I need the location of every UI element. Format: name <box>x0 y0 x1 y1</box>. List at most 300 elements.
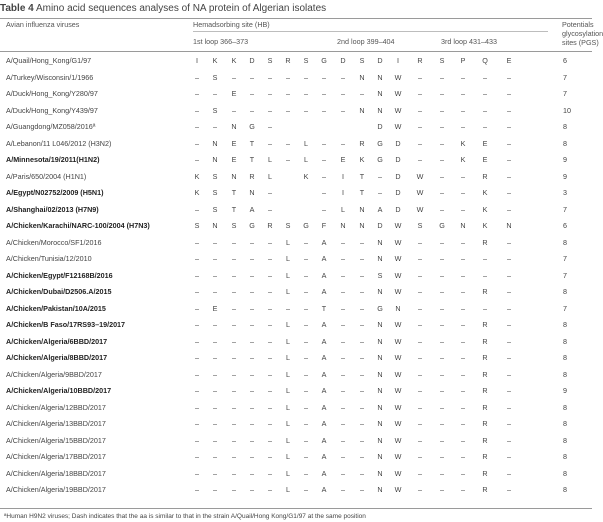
aa-cell: – <box>341 369 345 379</box>
aa-cell: N <box>377 320 383 329</box>
aa-cell: – <box>341 435 345 445</box>
aa-cell: – <box>418 353 422 362</box>
aa-cell: N <box>506 221 512 230</box>
aa-cell: A <box>321 419 327 428</box>
aa-cell: – <box>440 419 444 428</box>
aa-cell: – <box>232 353 236 362</box>
table-label: Table 4 <box>0 3 34 14</box>
aa-cell: – <box>461 188 465 197</box>
aa-cell: – <box>440 287 444 296</box>
aa-cell: – <box>461 72 465 82</box>
aa-cell: L <box>286 419 290 428</box>
aa-cell: N <box>377 386 383 395</box>
aa-cell: R <box>482 468 488 478</box>
aa-cell: W <box>394 402 402 412</box>
aa-cell: – <box>268 303 272 313</box>
aa-cell: – <box>195 468 199 478</box>
aa-cell: S <box>212 105 218 115</box>
aa-cell: L <box>286 336 290 346</box>
aa-cell: L <box>286 353 290 362</box>
aa-cell: – <box>268 287 272 296</box>
aa-cell: – <box>250 336 254 346</box>
aa-cell: – <box>418 452 422 461</box>
virus-name: A/Chicken/Algeria/8BBD/2017 <box>6 353 108 362</box>
aa-cell: – <box>440 188 444 197</box>
aa-cell: – <box>440 402 444 412</box>
aa-cell: A <box>321 270 327 280</box>
aa-cell: R <box>482 485 488 494</box>
aa-cell: R <box>359 138 365 148</box>
aa-cell: N <box>249 188 255 197</box>
aa-cell: – <box>418 89 422 98</box>
aa-cell: R <box>482 353 488 362</box>
aa-cell: – <box>195 435 199 445</box>
aa-cell: N <box>377 89 383 98</box>
aa-cell: G <box>377 303 383 313</box>
aa-cell: – <box>507 435 511 445</box>
aa-cell: – <box>268 336 272 346</box>
aa-cell: – <box>286 138 290 148</box>
table-row <box>0 119 592 136</box>
aa-cell: – <box>304 435 308 445</box>
aa-cell: – <box>341 138 345 148</box>
header-hb: Hemadsorbing site (HB) <box>193 20 270 29</box>
aa-cell: – <box>483 270 487 280</box>
aa-cell: – <box>507 485 511 494</box>
aa-cell: – <box>250 105 254 115</box>
aa-cell: – <box>322 72 326 82</box>
aa-cell: T <box>359 188 365 197</box>
aa-cell: – <box>440 303 444 313</box>
aa-cell: T <box>231 204 237 214</box>
table-row <box>0 185 592 202</box>
aa-cell: G <box>377 138 383 148</box>
virus-name: A/Chicken/Algeria/9BBD/2017 <box>6 369 102 379</box>
aa-cell: R <box>482 287 488 296</box>
aa-cell: – <box>440 435 444 445</box>
aa-cell: L <box>286 402 290 412</box>
table-row <box>0 53 592 70</box>
aa-cell: I <box>196 56 198 65</box>
table-row <box>0 251 592 268</box>
pgs-cell: 8 <box>563 369 567 379</box>
aa-cell: A <box>321 336 327 346</box>
aa-cell: D <box>377 221 383 230</box>
aa-cell: N <box>377 369 383 379</box>
aa-cell: – <box>483 122 487 131</box>
aa-cell: D <box>395 138 401 148</box>
aa-cell: W <box>416 204 424 214</box>
aa-cell: S <box>212 204 218 214</box>
aa-cell: S <box>231 221 237 230</box>
aa-cell: – <box>341 105 345 115</box>
virus-name: A/Chicken/Tunisia/12/2010 <box>6 254 92 263</box>
aa-cell: L <box>286 386 290 395</box>
aa-cell: – <box>507 204 511 214</box>
aa-cell: – <box>268 386 272 395</box>
aa-cell: K <box>303 171 309 181</box>
aa-cell: S <box>212 171 218 181</box>
aa-cell: – <box>507 171 511 181</box>
aa-cell: – <box>341 303 345 313</box>
pgs-cell: 8 <box>563 287 567 296</box>
aa-cell: – <box>195 336 199 346</box>
aa-cell: – <box>195 369 199 379</box>
aa-cell: – <box>250 89 254 98</box>
aa-cell: – <box>507 138 511 148</box>
aa-cell: – <box>360 320 364 329</box>
aa-cell: – <box>232 369 236 379</box>
aa-cell: – <box>213 89 217 98</box>
aa-cell: – <box>213 402 217 412</box>
aa-cell: – <box>232 320 236 329</box>
aa-cell: – <box>195 122 199 131</box>
aa-cell: – <box>418 122 422 131</box>
aa-cell: – <box>250 452 254 461</box>
aa-cell: – <box>461 122 465 131</box>
aa-cell: – <box>268 72 272 82</box>
table-row <box>0 482 592 499</box>
aa-cell: A <box>321 402 327 412</box>
aa-cell: W <box>394 419 402 428</box>
aa-cell: – <box>440 353 444 362</box>
aa-cell: A <box>321 287 327 296</box>
aa-cell: – <box>483 254 487 263</box>
aa-cell: – <box>461 287 465 296</box>
pgs-cell: 9 <box>563 155 567 164</box>
pgs-cell: 8 <box>563 452 567 461</box>
aa-cell: – <box>268 419 272 428</box>
aa-cell: – <box>268 320 272 329</box>
aa-cell: W <box>394 336 402 346</box>
virus-name: A/Minnesota/19/2011(H1N2) <box>6 155 100 164</box>
aa-cell: – <box>461 386 465 395</box>
aa-cell: R <box>482 402 488 412</box>
aa-cell: K <box>212 56 218 65</box>
pgs-cell: 6 <box>563 221 567 230</box>
aa-cell: – <box>341 287 345 296</box>
aa-cell: – <box>268 138 272 148</box>
aa-cell: – <box>360 89 364 98</box>
aa-cell: – <box>507 188 511 197</box>
aa-cell: – <box>507 320 511 329</box>
aa-cell: – <box>213 287 217 296</box>
aa-cell: W <box>394 386 402 395</box>
aa-cell: – <box>440 155 444 164</box>
aa-cell: – <box>418 336 422 346</box>
aa-cell: A <box>321 369 327 379</box>
virus-name: A/Chicken/Egypt/F12168B/2016 <box>6 270 113 280</box>
aa-cell: W <box>394 237 402 247</box>
aa-cell: N <box>212 155 218 164</box>
table-footnote: ªHuman H9N2 viruses; Dash indicates that the aa is similar to that in the strain A/Quail/Hong Kong/G1/97 at the same position <box>4 513 366 520</box>
hb-subrule <box>193 31 548 32</box>
aa-cell: N <box>212 138 218 148</box>
aa-cell: – <box>418 468 422 478</box>
aa-cell: – <box>195 72 199 82</box>
aa-cell: – <box>461 171 465 181</box>
pgs-cell: 7 <box>563 254 567 263</box>
aa-cell: – <box>360 270 364 280</box>
aa-cell: N <box>377 435 383 445</box>
aa-cell: N <box>231 122 237 131</box>
aa-cell: K <box>359 155 365 164</box>
aa-cell: – <box>268 485 272 494</box>
pgs-cell: 7 <box>563 270 567 280</box>
aa-cell: L <box>286 287 290 296</box>
pgs-cell: 8 <box>563 485 567 494</box>
virus-name: A/Chicken/Algeria/13BBD/2017 <box>6 419 106 428</box>
table-row <box>0 433 592 450</box>
aa-cell: L <box>286 452 290 461</box>
aa-cell: S <box>303 56 309 65</box>
aa-cell: – <box>461 204 465 214</box>
aa-cell: N <box>359 105 365 115</box>
aa-cell: N <box>359 72 365 82</box>
aa-cell: – <box>232 435 236 445</box>
aa-cell: – <box>195 105 199 115</box>
aa-cell: G <box>249 122 255 131</box>
aa-cell: – <box>268 254 272 263</box>
aa-cell: D <box>395 155 401 164</box>
aa-cell: W <box>394 89 402 98</box>
aa-cell: – <box>268 237 272 247</box>
aa-cell: – <box>322 204 326 214</box>
table-row <box>0 136 592 153</box>
aa-cell: – <box>507 353 511 362</box>
aa-cell: – <box>440 171 444 181</box>
aa-cell: – <box>440 320 444 329</box>
aa-cell: S <box>377 270 383 280</box>
table-row <box>0 400 592 417</box>
aa-cell: D <box>340 56 346 65</box>
aa-cell: – <box>304 386 308 395</box>
aa-cell: – <box>322 138 326 148</box>
aa-cell: D <box>395 171 401 181</box>
aa-cell: – <box>268 105 272 115</box>
aa-cell: A <box>321 452 327 461</box>
aa-cell: S <box>212 188 218 197</box>
aa-cell: W <box>394 221 402 230</box>
aa-cell: – <box>461 270 465 280</box>
aa-cell: – <box>304 369 308 379</box>
aa-cell: A <box>321 435 327 445</box>
aa-cell: – <box>360 353 364 362</box>
aa-cell: S <box>417 221 423 230</box>
aa-cell: – <box>418 386 422 395</box>
aa-cell: W <box>394 270 402 280</box>
aa-cell: – <box>440 122 444 131</box>
aa-cell: – <box>461 369 465 379</box>
aa-cell: – <box>250 254 254 263</box>
aa-cell: – <box>195 270 199 280</box>
table-row <box>0 367 592 384</box>
aa-cell: – <box>250 320 254 329</box>
virus-name: A/Guangdong/MZ058/2016ª <box>6 122 96 131</box>
aa-cell: – <box>440 369 444 379</box>
table-row <box>0 86 592 103</box>
header-pgs-3: sites (PGS) <box>562 38 599 47</box>
aa-cell: – <box>232 402 236 412</box>
table-title <box>0 1 592 17</box>
aa-cell: L <box>268 171 272 181</box>
aa-cell: – <box>418 138 422 148</box>
aa-cell: – <box>213 468 217 478</box>
aa-cell: – <box>232 468 236 478</box>
aa-cell: G <box>439 221 445 230</box>
aa-cell: – <box>304 89 308 98</box>
aa-cell: K <box>482 188 488 197</box>
header-loop1: 1st loop 366–373 <box>193 37 249 46</box>
aa-cell: R <box>417 56 423 65</box>
aa-cell: – <box>304 287 308 296</box>
aa-cell: – <box>195 303 199 313</box>
header-pgs-1: Potentials <box>562 20 594 29</box>
table-row <box>0 466 592 483</box>
aa-cell: – <box>507 419 511 428</box>
aa-cell: L <box>286 237 290 247</box>
aa-cell: – <box>195 254 199 263</box>
aa-cell: – <box>268 435 272 445</box>
aa-cell: – <box>360 485 364 494</box>
aa-cell: – <box>440 254 444 263</box>
aa-cell: – <box>360 386 364 395</box>
aa-cell: – <box>440 204 444 214</box>
aa-cell: – <box>195 419 199 428</box>
aa-cell: – <box>195 155 199 164</box>
aa-cell: – <box>213 122 217 131</box>
aa-cell: – <box>195 204 199 214</box>
aa-cell: – <box>195 237 199 247</box>
aa-cell: L <box>286 485 290 494</box>
table-row <box>0 416 592 433</box>
table-row <box>0 449 592 466</box>
aa-cell: D <box>395 188 401 197</box>
aa-cell: – <box>213 452 217 461</box>
aa-cell: – <box>213 386 217 395</box>
aa-cell: W <box>394 468 402 478</box>
aa-cell: – <box>461 105 465 115</box>
aa-cell: – <box>232 287 236 296</box>
aa-cell: – <box>304 237 308 247</box>
aa-cell: L <box>286 369 290 379</box>
aa-cell: – <box>195 353 199 362</box>
aa-cell: – <box>461 303 465 313</box>
aa-cell: – <box>250 270 254 280</box>
aa-cell: – <box>304 353 308 362</box>
aa-cell: – <box>195 138 199 148</box>
aa-cell: – <box>360 287 364 296</box>
aa-cell: S <box>194 221 200 230</box>
aa-cell: – <box>341 485 345 494</box>
aa-cell: – <box>213 485 217 494</box>
aa-cell: – <box>304 402 308 412</box>
aa-cell: T <box>359 171 365 181</box>
pgs-cell: 7 <box>563 72 567 82</box>
aa-cell: S <box>267 56 273 65</box>
virus-name: A/Chicken/Algeria/10BBD/2017 <box>6 386 112 395</box>
table-row <box>0 218 592 235</box>
aa-cell: E <box>231 89 237 98</box>
aa-cell: – <box>440 237 444 247</box>
pgs-cell: 10 <box>563 105 571 115</box>
aa-cell: W <box>394 254 402 263</box>
aa-cell: – <box>286 155 290 164</box>
aa-cell: – <box>304 419 308 428</box>
aa-cell: – <box>322 89 326 98</box>
aa-cell: L <box>304 138 308 148</box>
aa-cell: – <box>304 320 308 329</box>
aa-cell: E <box>231 138 237 148</box>
virus-name: A/Chicken/Algeria/6BBD/2017 <box>6 336 108 346</box>
aa-cell: – <box>440 452 444 461</box>
virus-name: A/Chicken/Karachi/NARC-100/2004 (H7N3) <box>6 221 150 230</box>
pgs-cell: 8 <box>563 435 567 445</box>
aa-cell: – <box>304 254 308 263</box>
aa-cell: – <box>250 353 254 362</box>
aa-cell: R <box>249 171 255 181</box>
virus-name: A/Turkey/Wisconsin/1/1966 <box>6 72 94 82</box>
table-row <box>0 169 592 186</box>
aa-cell: – <box>341 72 345 82</box>
aa-cell: – <box>286 72 290 82</box>
aa-cell: N <box>231 171 237 181</box>
aa-cell: – <box>268 369 272 379</box>
pgs-cell: 8 <box>563 122 567 131</box>
aa-cell: A <box>321 237 327 247</box>
aa-cell: – <box>360 452 364 461</box>
aa-cell: G <box>377 155 383 164</box>
aa-cell: – <box>213 270 217 280</box>
aa-cell: D <box>395 204 401 214</box>
aa-cell: – <box>507 122 511 131</box>
aa-cell: E <box>231 155 237 164</box>
aa-cell: – <box>268 452 272 461</box>
aa-cell: – <box>440 386 444 395</box>
aa-cell: – <box>268 204 272 214</box>
aa-cell: R <box>482 452 488 461</box>
aa-cell: G <box>303 221 309 230</box>
aa-cell: – <box>360 336 364 346</box>
table-row <box>0 70 592 87</box>
virus-name: A/Chicken/Morocco/SF1/2016 <box>6 237 102 247</box>
aa-cell: N <box>377 336 383 346</box>
virus-name: A/Paris/650/2004 (H1N1) <box>6 171 87 181</box>
aa-cell: R <box>482 419 488 428</box>
aa-cell: R <box>482 435 488 445</box>
aa-cell: – <box>440 485 444 494</box>
aa-cell: L <box>286 320 290 329</box>
aa-cell: R <box>482 336 488 346</box>
aa-cell: – <box>418 237 422 247</box>
aa-cell: – <box>286 303 290 313</box>
virus-name: A/Chicken/Algeria/12BBD/2017 <box>6 402 106 412</box>
aa-cell: L <box>286 254 290 263</box>
aa-cell: R <box>482 386 488 395</box>
aa-cell: – <box>440 468 444 478</box>
virus-name: A/Chicken/Dubai/D2506.A/2015 <box>6 287 112 296</box>
table-row <box>0 334 592 351</box>
aa-cell: – <box>341 336 345 346</box>
aa-cell: N <box>377 419 383 428</box>
aa-cell: – <box>461 237 465 247</box>
aa-cell: – <box>461 89 465 98</box>
aa-cell: G <box>249 221 255 230</box>
virus-name: A/Chicken/Pakistan/10A/2015 <box>6 303 106 313</box>
aa-cell: W <box>394 485 402 494</box>
aa-cell: W <box>416 171 424 181</box>
aa-cell: – <box>461 435 465 445</box>
